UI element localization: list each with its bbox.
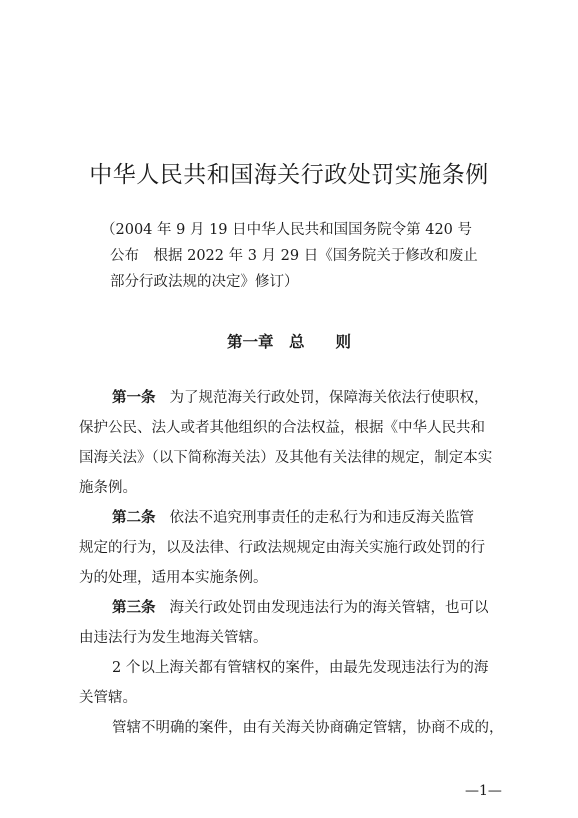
document-title: 中华人民共和国海关行政处罚实施条例 [89,162,489,188]
page-number: —1— [465,783,502,799]
article-line: 保护公民、法人或者其他组织的合法权益，根据《中华人民共和 [79,420,485,436]
publication-note-line: 部分行政法规的决定》修订） [110,274,299,290]
article-line [79,383,509,413]
body-text [79,383,509,743]
article-line: 国海关法》（以下简称海关法）及其他有关法律的规定，制定本实 [79,450,493,466]
article-label: 第三条 [112,600,156,616]
article-text: 为了规范海关行政处罚，保障海关依法行使职权， [169,390,489,406]
article-line: 2 个以上海关都有管辖权的案件，由最先发现违法行为的海 [112,660,489,676]
publication-note-line: 公布 根据 2022 年 3 月 29 日《国务院关于修改和废止 [110,248,478,264]
publication-note [101,217,510,295]
article-line: 由违法行为发生地海关管辖。 [79,630,268,646]
article-line: 规定的行为，以及法律、行政法规规定由海关实施行政处罚的行 [79,540,485,556]
article-text: 海关行政处罚由发现违法行为的海关管辖，也可以 [169,600,489,616]
article-line [79,503,509,533]
article-line: 为的处理，适用本实施条例。 [79,570,268,586]
article-line: 关管辖。 [79,690,137,706]
article-text: 依法不追究刑事责任的走私行为和违反海关监管 [169,510,474,526]
chapter-heading: 第一章 总 则 [226,333,351,351]
article-line: 施条例。 [79,480,137,496]
article-label: 第二条 [112,510,156,526]
article-label: 第一条 [112,390,156,406]
article-line [79,593,509,623]
publication-note-line: （2004 年 9 月 19 日中华人民共和国国务院令第 420 号 [101,222,473,238]
article-line: 管辖不明确的案件，由有关海关协商确定管辖，协商不成的， [112,720,504,736]
